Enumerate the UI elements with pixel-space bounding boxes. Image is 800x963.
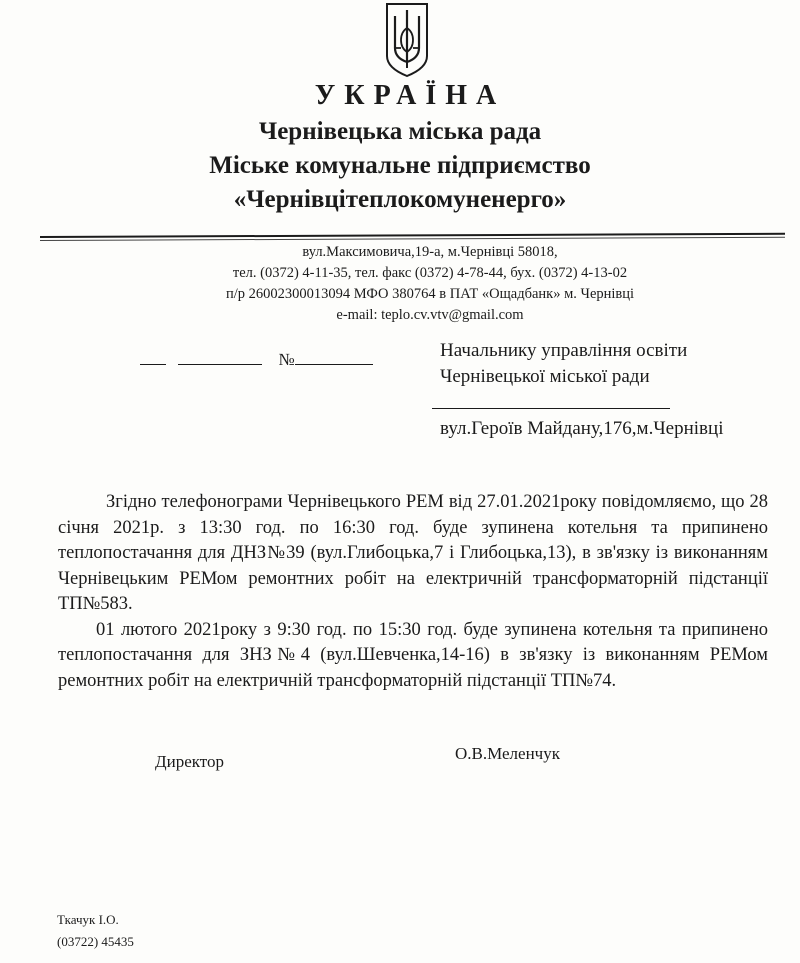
- registration-number-line: [140, 350, 373, 370]
- body-paragraph-2: 01 лютого 2021року з 9:30 год. по 15:30 год. буде зупинена котельня та припинено теплопостачання для ЗНЗ№4 (вул.Шевченка,14-16) в зв'язку із виконанням РЕМом ремонтних робіт на електричній трансформаторній підстанції ТП№74.: [58, 619, 768, 691]
- country-title: УКРАЇНА: [314, 80, 506, 111]
- recipient-name-blank: [432, 408, 670, 409]
- requisites-email: e-mail: teplo.cv.vtv@gmail.com: [336, 307, 524, 323]
- signatory-title: Директор: [155, 752, 224, 771]
- requisites-phones: тел. (0372) 4-11-35, тел. факс (0372) 4-78-44, бух. (0372) 4-13-02: [232, 265, 628, 281]
- enterprise-type: Міське комунальне підприємство: [209, 152, 591, 179]
- letter-body: [58, 490, 768, 694]
- executor-name: Ткачук І.О.: [57, 912, 119, 927]
- enterprise-name: «Чернівцітеплокомуненерго»: [233, 186, 567, 213]
- requisites-bank: п/р 26002300013094 МФО 380764 в ПАТ «Ощадбанк» м. Чернівці: [225, 286, 635, 302]
- city-council-name: Чернівецька міська рада: [258, 118, 542, 145]
- date-blank-short: [140, 350, 166, 365]
- signatory-name: О.В.Меленчук: [455, 744, 560, 763]
- date-blank-long: [178, 350, 262, 365]
- number-blank: [295, 350, 373, 365]
- number-sign: №: [278, 350, 295, 369]
- recipient-organization: Чернівецької міської ради: [440, 366, 650, 387]
- recipient-address: вул.Героїв Майдану,176,м.Чернівці: [440, 418, 724, 439]
- trident-emblem-icon: [383, 2, 431, 78]
- executor-phone: (03722) 45435: [57, 934, 134, 949]
- requisites-address: вул.Максимовича,19-а, м.Чернівці 58018,: [302, 244, 558, 260]
- body-paragraph-1: Згідно телефонограми Чернівецького РЕМ від 27.01.2021року повідомляємо, що 28 січня 2021р. з 13:30 год. по 16:30 год. буде зупинена котельня та припинено теплопостачання для ДНЗ№39 (вул.Глибоцька,7 і Глибоцька,13), в зв'язку із виконанням Чернівецьким РЕМом ремонтних робіт на електричній трансформаторній підстанції ТП№583.: [58, 492, 768, 614]
- recipient-position: Начальнику управління освіти: [440, 340, 688, 361]
